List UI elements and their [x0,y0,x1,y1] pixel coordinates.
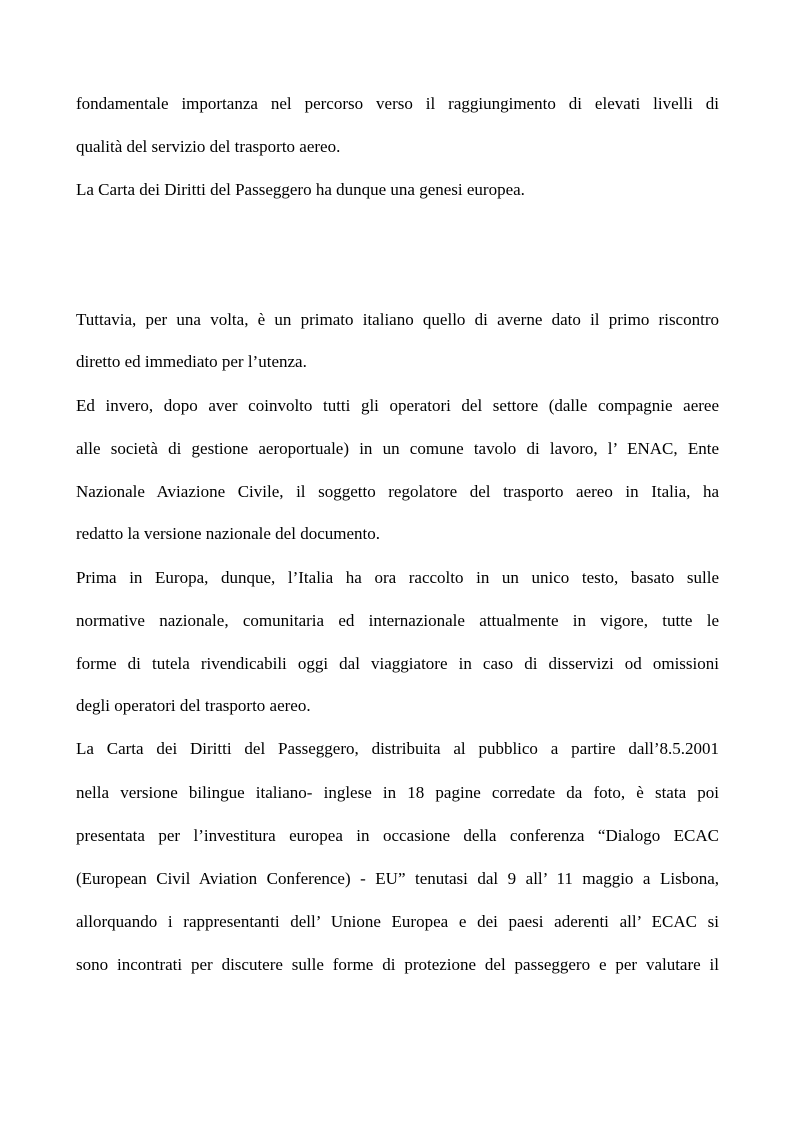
text-line: forme di tutela rivendicabili oggi dal viaggiatore in caso di disservizi od omissioni [76,654,719,673]
text-line: presentata per l’investitura europea in occasione della conferenza “Dialogo ECAC [76,826,719,845]
text-line: diretto ed immediato per l’utenza. [76,352,307,371]
text-line: alle società di gestione aeroportuale) in un comune tavolo di lavoro, l’ ENAC, Ente [76,439,719,458]
text-line: nella versione bilingue italiano- inglese in 18 pagine corredate da foto, è stata poi [76,783,719,802]
text-line: degli operatori del trasporto aereo. [76,696,311,715]
text-line: Ed invero, dopo aver coinvolto tutti gli operatori del settore (dalle compagnie aeree [76,396,719,415]
text-line: normative nazionale, comunitaria ed internazionale attualmente in vigore, tutte le [76,611,719,630]
text-line: La Carta dei Diritti del Passeggero, distribuita al pubblico a partire dall’8.5.2001 [76,739,719,758]
text-line: (European Civil Aviation Conference) - EU” tenutasi dal 9 all’ 11 maggio a Lisbona, [76,869,719,888]
text-line: allorquando i rappresentanti dell’ Unione Europea e dei paesi aderenti all’ ECAC si [76,912,719,931]
text-line: Prima in Europa, dunque, l’Italia ha ora raccolto in un unico testo, basato sulle [76,568,719,587]
text-line: redatto la versione nazionale del documento. [76,524,380,543]
text-line: qualità del servizio del trasporto aereo. [76,137,341,156]
text-line: Nazionale Aviazione Civile, il soggetto regolatore del trasporto aereo in Italia, ha [76,482,719,501]
text-line: Tuttavia, per una volta, è un primato italiano quello di averne dato il primo riscontro [76,310,719,329]
text-line: fondamentale importanza nel percorso verso il raggiungimento di elevati livelli di [76,94,719,113]
text-line: sono incontrati per discutere sulle forme di protezione del passeggero e per valutare il [76,955,719,974]
text-line: La Carta dei Diritti del Passeggero ha dunque una genesi europea. [76,180,525,199]
